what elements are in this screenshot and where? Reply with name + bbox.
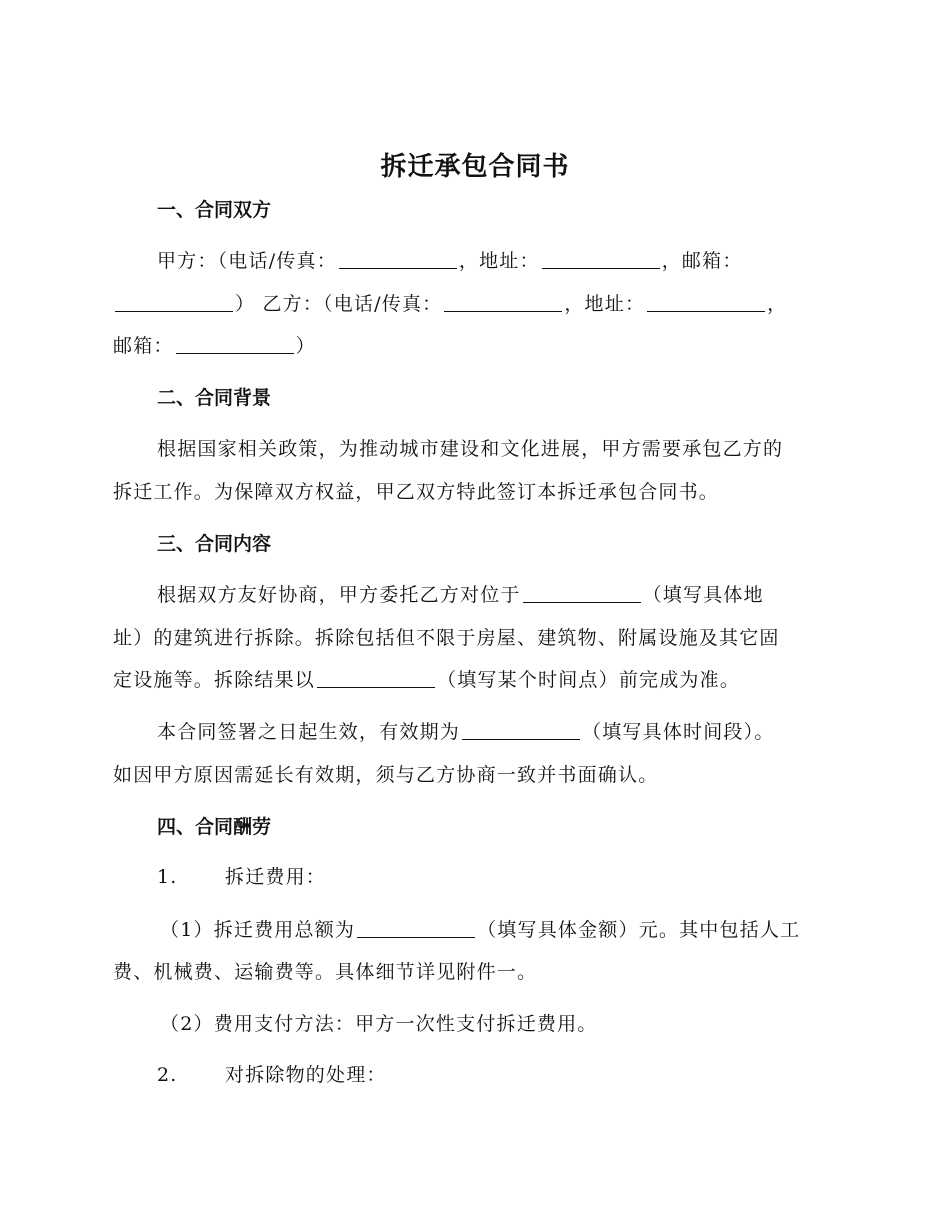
section-heading-content: 三、合同内容 — [157, 533, 272, 555]
content-p1-line-1 — [157, 580, 764, 607]
party-a-phone-label: 甲方：（电话/传真： — [157, 250, 337, 272]
content-deadline-label: 定设施等。拆除结果以 — [113, 669, 316, 691]
party-b-email-label: 邮箱： — [113, 335, 174, 357]
payment-item-1-label: 拆迁费用： — [225, 866, 327, 888]
section-heading-payment: 四、合同酬劳 — [157, 816, 272, 838]
content-validity-hint: （填写具体时间段）。 — [582, 721, 775, 743]
payment-item-2-number: 2. — [157, 1064, 178, 1086]
party-a-email-blank — [115, 293, 233, 312]
party-b-phone-blank — [444, 293, 562, 312]
content-location-hint: （填写具体地 — [642, 584, 764, 606]
payment-item-1 — [157, 862, 326, 889]
payment-sub-2: （2）费用支付方法：甲方一次性支付拆迁费用。 — [160, 1013, 598, 1035]
content-p2-line-2: 如因甲方原因需延长有效期，须与乙方协商一致并书面确认。 — [113, 764, 659, 786]
parties-line-3 — [113, 331, 316, 358]
content-p1-line-3 — [113, 665, 740, 692]
payment-total-hint: （填写具体金额）元。其中包括人工 — [477, 919, 801, 941]
party-a-phone-blank — [339, 250, 457, 269]
content-p2-line-1 — [157, 717, 775, 744]
section-heading-background: 二、合同背景 — [157, 387, 272, 409]
payment-item-1-number: 1. — [157, 866, 178, 888]
payment-sub-1-line-2: 费、机械费、运输费等。具体细节详见附件一。 — [113, 961, 538, 983]
content-deadline-hint: （填写某个时间点）前完成为准。 — [437, 669, 741, 691]
background-line-2: 拆迁工作。为保障双方权益，甲乙双方特此签订本拆迁承包合同书。 — [113, 481, 720, 503]
party-b-email-blank — [176, 335, 294, 354]
section-heading-parties: 一、合同双方 — [157, 199, 272, 221]
payment-sub-1-line-1 — [160, 915, 800, 942]
party-b-address-blank — [647, 293, 765, 312]
payment-total-blank — [357, 919, 475, 938]
content-location-blank — [523, 584, 641, 603]
party-b-phone-label: ） 乙方：（电话/传真： — [235, 293, 443, 315]
party-b-address-label: ，地址： — [564, 293, 646, 315]
party-a-address-blank — [542, 250, 660, 269]
background-line-1: 根据国家相关政策，为推动城市建设和文化进展，甲方需要承包乙方的 — [157, 438, 784, 460]
document-title: 拆迁承包合同书 — [380, 152, 570, 182]
party-a-email-label: ，邮箱： — [661, 250, 743, 272]
content-deadline-blank — [317, 669, 435, 688]
payment-item-2 — [157, 1060, 387, 1087]
content-location-label: 根据双方友好协商，甲方委托乙方对位于 — [157, 584, 521, 606]
content-p1-line-2: 址）的建筑进行拆除。拆除包括但不限于房屋、建筑物、附属设施及其它固 — [113, 627, 780, 649]
party-b-close: ） — [295, 335, 316, 357]
parties-line-1 — [157, 246, 743, 273]
content-validity-label: 本合同签署之日起生效，有效期为 — [157, 721, 461, 743]
parties-line-2 — [113, 289, 787, 316]
payment-item-2-label: 对拆除物的处理： — [225, 1064, 387, 1086]
payment-total-label: （1）拆迁费用总额为 — [160, 919, 356, 941]
content-validity-blank — [462, 721, 580, 740]
party-b-comma: ， — [767, 293, 788, 315]
party-a-address-label: ，地址： — [458, 250, 540, 272]
